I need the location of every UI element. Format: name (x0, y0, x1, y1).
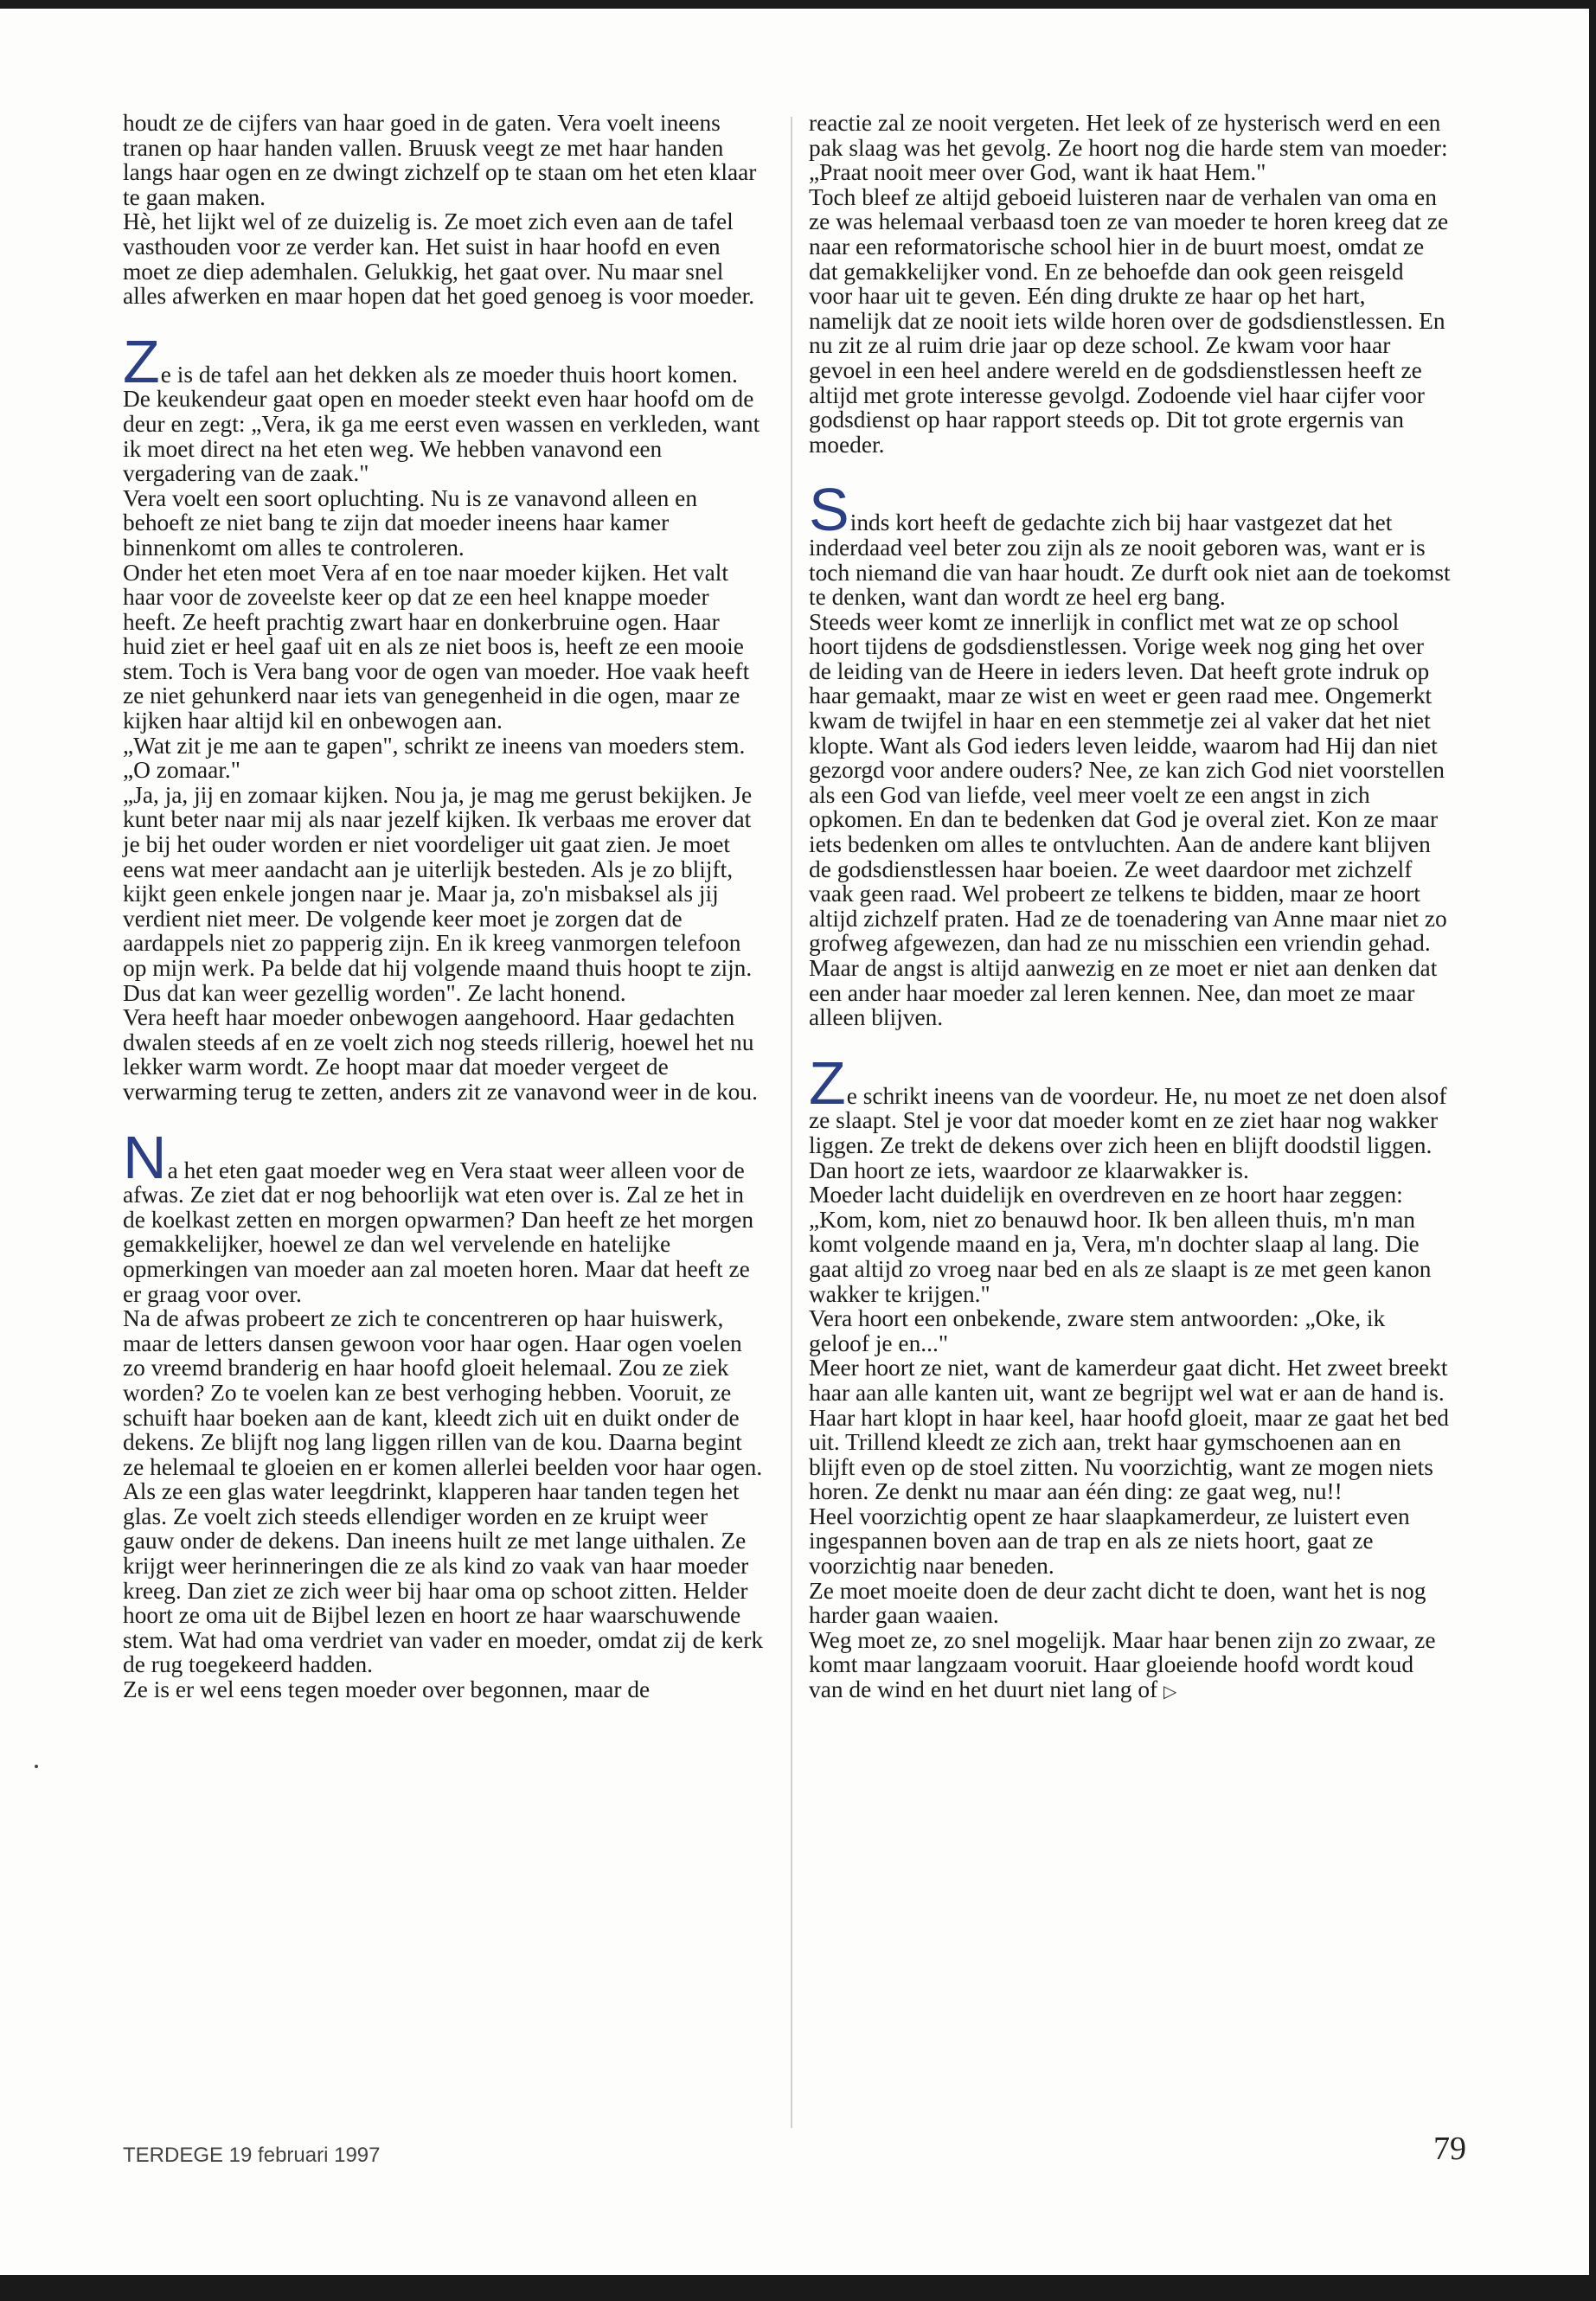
left-column (123, 111, 765, 1702)
publication-footer: TERDEGE 19 februari 1997 (123, 2144, 381, 2167)
paragraph: Ze moet moeite doen de deur zacht dicht te doen, want het is nog harder gaan waaien. (809, 1577, 1426, 1629)
paragraph: reactie zal ze nooit vergeten. Het leek of ze hysterisch werd en een pak slaag was het gevolg. Ze hoort nog die harde stem van moeder: „Praat nooit meer over God, want ik haat Hem." (809, 110, 1448, 186)
column-divider (791, 117, 792, 2128)
section-paragraph: Sinds kort heeft de gedachte zich bij haar vastgezet dat het inderdaad veel beter zou zijn als ze nooit geboren was, want er is toch niemand die van haar houdt. Ze durft ook niet aan de toekomst te denken, want dan wordt ze heel erg bang. (809, 476, 1451, 611)
paragraph: Heel voorzichtig opent ze haar slaapkamerdeur, ze luistert even ingespannen boven aan de trap en als ze niets hoort, gaat ze voorzichtig naar beneden. (809, 1503, 1410, 1580)
drop-cap: Z (809, 1048, 846, 1117)
continue-arrow-icon: ▷ (1163, 1681, 1177, 1702)
section-paragraph: Ze schrikt ineens van de voordeur. He, nu moet ze net doen alsof ze slaapt. Stel je voor dat moeder komt en ze ziet haar nog wakker liggen. Ze trekt de dekens over zich heen en blijft doodstil liggen. Dan hoort ze iets, waardoor ze klaarwakker is. (809, 1048, 1447, 1183)
right-column (809, 111, 1451, 1704)
paragraph: Hè, het lijkt wel of ze duizelig is. Ze moet zich even aan de tafel vasthouden voor ze verder kan. Het suist in haar hoofd en even moet ze diep ademhalen. Gelukkig, het gaat over. Nu maar snel alles afwerken en maar hopen dat het goed genoeg is voor moeder. (123, 208, 755, 310)
scan-speck (35, 1765, 38, 1768)
paragraph: „Ja, ja, jij en zomaar kijken. Nou ja, je mag me gerust bekijken. Je kunt beter naar mij als naar jezelf kijken. Ik verbaas me erover dat je bij het ouder worden er niet voordeliger uit gaat zien. Je moet eens wat meer aandacht aan je uiterlijk besteden. Als je zo blijft, kijkt geen enkele jongen naar je. Maar ja, zo'n misbaksel als jij verdient niet meer. De volgende keer moet je zorgen dat de aardappels niet zo papperig zijn. En ik kreeg vanmorgen telefoon op mijn werk. Pa belde dat hij volgende maand thuis hoopt te zijn. Dus dat kan weer gezellig worden". Ze lacht honend. (123, 781, 753, 1006)
paragraph: Steeds weer komt ze innerlijk in conflict met wat ze op school hoort tijdens de godsdienstlessen. Vorige week nog ging het over de leiding van de Heere in ieders leven. Dat heeft grote indruk op haar gemaakt, maar ze wist en weet er geen raad mee. Ongemerkt kwam de twijfel in haar en een stemmetje zei al vaker dat het niet klopte. Want als God ieders leven leidde, waarom had Hij dan niet gezorgd voor andere ouders? Nee, ze kan zich God niet voorstellen als een God van liefde, veel meer voelt ze een angst in zich opkomen. En dan te bedenken dat God je overal ziet. Kon ze maar iets bedenken om alles te ontvluchten. Aan de andere kant blijven de godsdienstlessen haar boeien. Ze weet daardoor met zichzelf vaak geen raad. Wel probeert ze telkens te bidden, maar ze hoort altijd zichzelf praten. Had ze de toenadering van Anne maar niet zo grofweg afgewezen, dan had ze nu misschien een vriendin gehad. Maar de angst is altijd aanwezig en ze moet er niet aan denken dat een ander haar moeder zal leren kennen. Nee, dan moet ze maar alleen blijven. (809, 608, 1447, 1031)
paragraph: Vera voelt een soort opluchting. Nu is ze vanavond alleen en behoeft ze niet bang te zijn dat moeder ineens haar kamer binnenkomt om alles te controleren. (123, 484, 698, 561)
page-number: 79 (1433, 2131, 1466, 2167)
paragraph: houdt ze de cijfers van haar goed in de gaten. Vera voelt ineens tranen op haar handen vallen. Bruusk veegt ze met haar handen langs haar ogen en ze dwingt zichzelf op te staan om het eten klaar te gaan maken. (123, 110, 757, 210)
paragraph: Moeder lacht duidelijk en overdreven en ze hoort haar zeggen: „Kom, kom, niet zo benauwd hoor. Ik ben alleen thuis, m'n man komt volgende maand en ja, Vera, m'n dochter slaap al lang. Die gaat altijd zo vroeg naar bed en als ze slaapt is ze met geen kanon wakker te krijgen." (809, 1182, 1432, 1307)
section-paragraph: Ze is de tafel aan het dekken als ze moeder thuis hoort komen. De keukendeur gaat open en moeder steekt even haar hoofd om de deur en zegt: „Vera, ik ga me eerst even wassen en verkleden, want ik moet direct na het eten weg. We hebben vanavond een vergadering van de zaak." (123, 327, 760, 487)
paragraph: Ze is er wel eens tegen moeder over begonnen, maar de (123, 1676, 651, 1703)
paragraph: „O zomaar." (123, 757, 240, 784)
paragraph: Vera hoort een onbekende, zware stem antwoorden: „Oke, ik geloof je en..." (809, 1305, 1386, 1356)
paragraph: Toch bleef ze altijd geboeid luisteren naar de verhalen van oma en ze was helemaal verbaasd toen ze van moeder te horen kreeg dat ze naar een reformatorische school hier in de buurt moest, omdat ze dat gemakkelijker vond. En ze behoefde dan ook geen reisgeld voor haar uit te geven. Eén ding drukte ze haar op het hart, namelijk dat ze nooit iets wilde horen over de godsdienstlessen. En nu zit ze al ruim drie jaar op deze school. Ze kwam voor haar gevoel in een heel andere wereld en de godsdienstlessen heeft ze altijd met grote interesse gevolgd. Zodoende viel haar cijfer voor godsdienst op haar rapport steeds op. Dit tot grote ergernis van moeder. (809, 183, 1449, 458)
paragraph: Vera heeft haar moeder onbewogen aangehoord. Haar gedachten dwalen steeds af en ze voelt zich nog steeds rillerig, hoewel het nu lekker warm wordt. Ze hoopt maar dat moeder vergeet de verwarming terug te zetten, anders zit ze vanavond weer in de kou. (123, 1004, 758, 1105)
drop-cap: Z (123, 327, 160, 395)
section-paragraph: Na het eten gaat moeder weg en Vera staat weer alleen voor de afwas. Ze ziet dat er nog behoorlijk wat eten over is. Zal ze het in de koelkast zetten en morgen opwarmen? Dan heeft ze het morgen gemakkelijker, hoewel ze dan wel vervelende en hatelijke opmerkingen van moeder aan zal moeten horen. Maar dat heeft ze er graag voor over. (123, 1123, 754, 1307)
paragraph: „Wat zit je me aan te gapen", schrikt ze ineens van moeders stem. (123, 732, 746, 759)
magazine-page (0, 9, 1596, 2275)
scan-border (1589, 0, 1596, 2301)
paragraph: Na de afwas probeert ze zich te concentreren op haar huiswerk, maar de letters dansen gewoon voor haar ogen. Haar ogen voelen zo vreemd branderig en haar hoofd gloeit helemaal. Zou ze ziek worden? Zo te voelen kan ze best verhoging hebben. Vooruit, ze schuift haar boeken aan de kant, kleedt zich uit en duikt onder de dekens. Ze blijft nog lang liggen rillen van de kou. Daarna begint ze helemaal te gloeien en er komen allerlei beelden voor haar ogen. Als ze een glas water leegdrinkt, klapperen haar tanden tegen het glas. Ze voelt zich steeds ellendiger worden en ze kruipt weer gauw onder de dekens. Dan ineens huilt ze met lange uithalen. Ze krijgt weer herinneringen die ze als kind zo vaak van haar moeder kreeg. Dan ziet ze zich weer bij haar oma op schoot zitten. Helder hoort ze oma uit de Bijbel lezen en hoort ze haar waarschuwende stem. Wat had oma verdriet van vader en moeder, omdat zij de kerk de rug toegekeerd hadden. (123, 1305, 764, 1678)
drop-cap: S (809, 476, 849, 544)
drop-cap: N (123, 1123, 167, 1191)
paragraph: Onder het eten moet Vera af en toe naar moeder kijken. Het valt haar voor de zoveelste keer op dat ze een heel knappe moeder heeft. Ze heeft prachtig zwart haar en donkerbruine ogen. Haar huid ziet er heel gaaf uit en als ze niet boos is, heeft ze een mooie stem. Toch is Vera bang voor de ogen van moeder. Hoe vaak heeft ze niet gehunkerd naar iets van genegenheid in die ogen, maar ze kijken haar altijd kil en onbewogen aan. (123, 559, 750, 734)
paragraph: Meer hoort ze niet, want de kamerdeur gaat dicht. Het zweet breekt haar aan alle kanten uit, want ze begrijpt wel wat er aan de hand is. Haar hart klopt in haar keel, haar hoofd gloeit, maar ze gaat het bed uit. Trillend kleedt ze zich aan, trekt haar gymschoenen aan en blijft even op de stoel zitten. Nu voorzichtig, want ze mogen niets horen. Ze denkt nu maar aan één ding: ze gaat weg, nu!! (809, 1355, 1449, 1505)
paragraph: Weg moet ze, zo snel mogelijk. Maar haar benen zijn zo zwaar, ze komt maar langzaam vooruit. Haar gloeiende hoofd wordt koud van de wind en het duurt niet lang of ▷ (809, 1626, 1436, 1703)
